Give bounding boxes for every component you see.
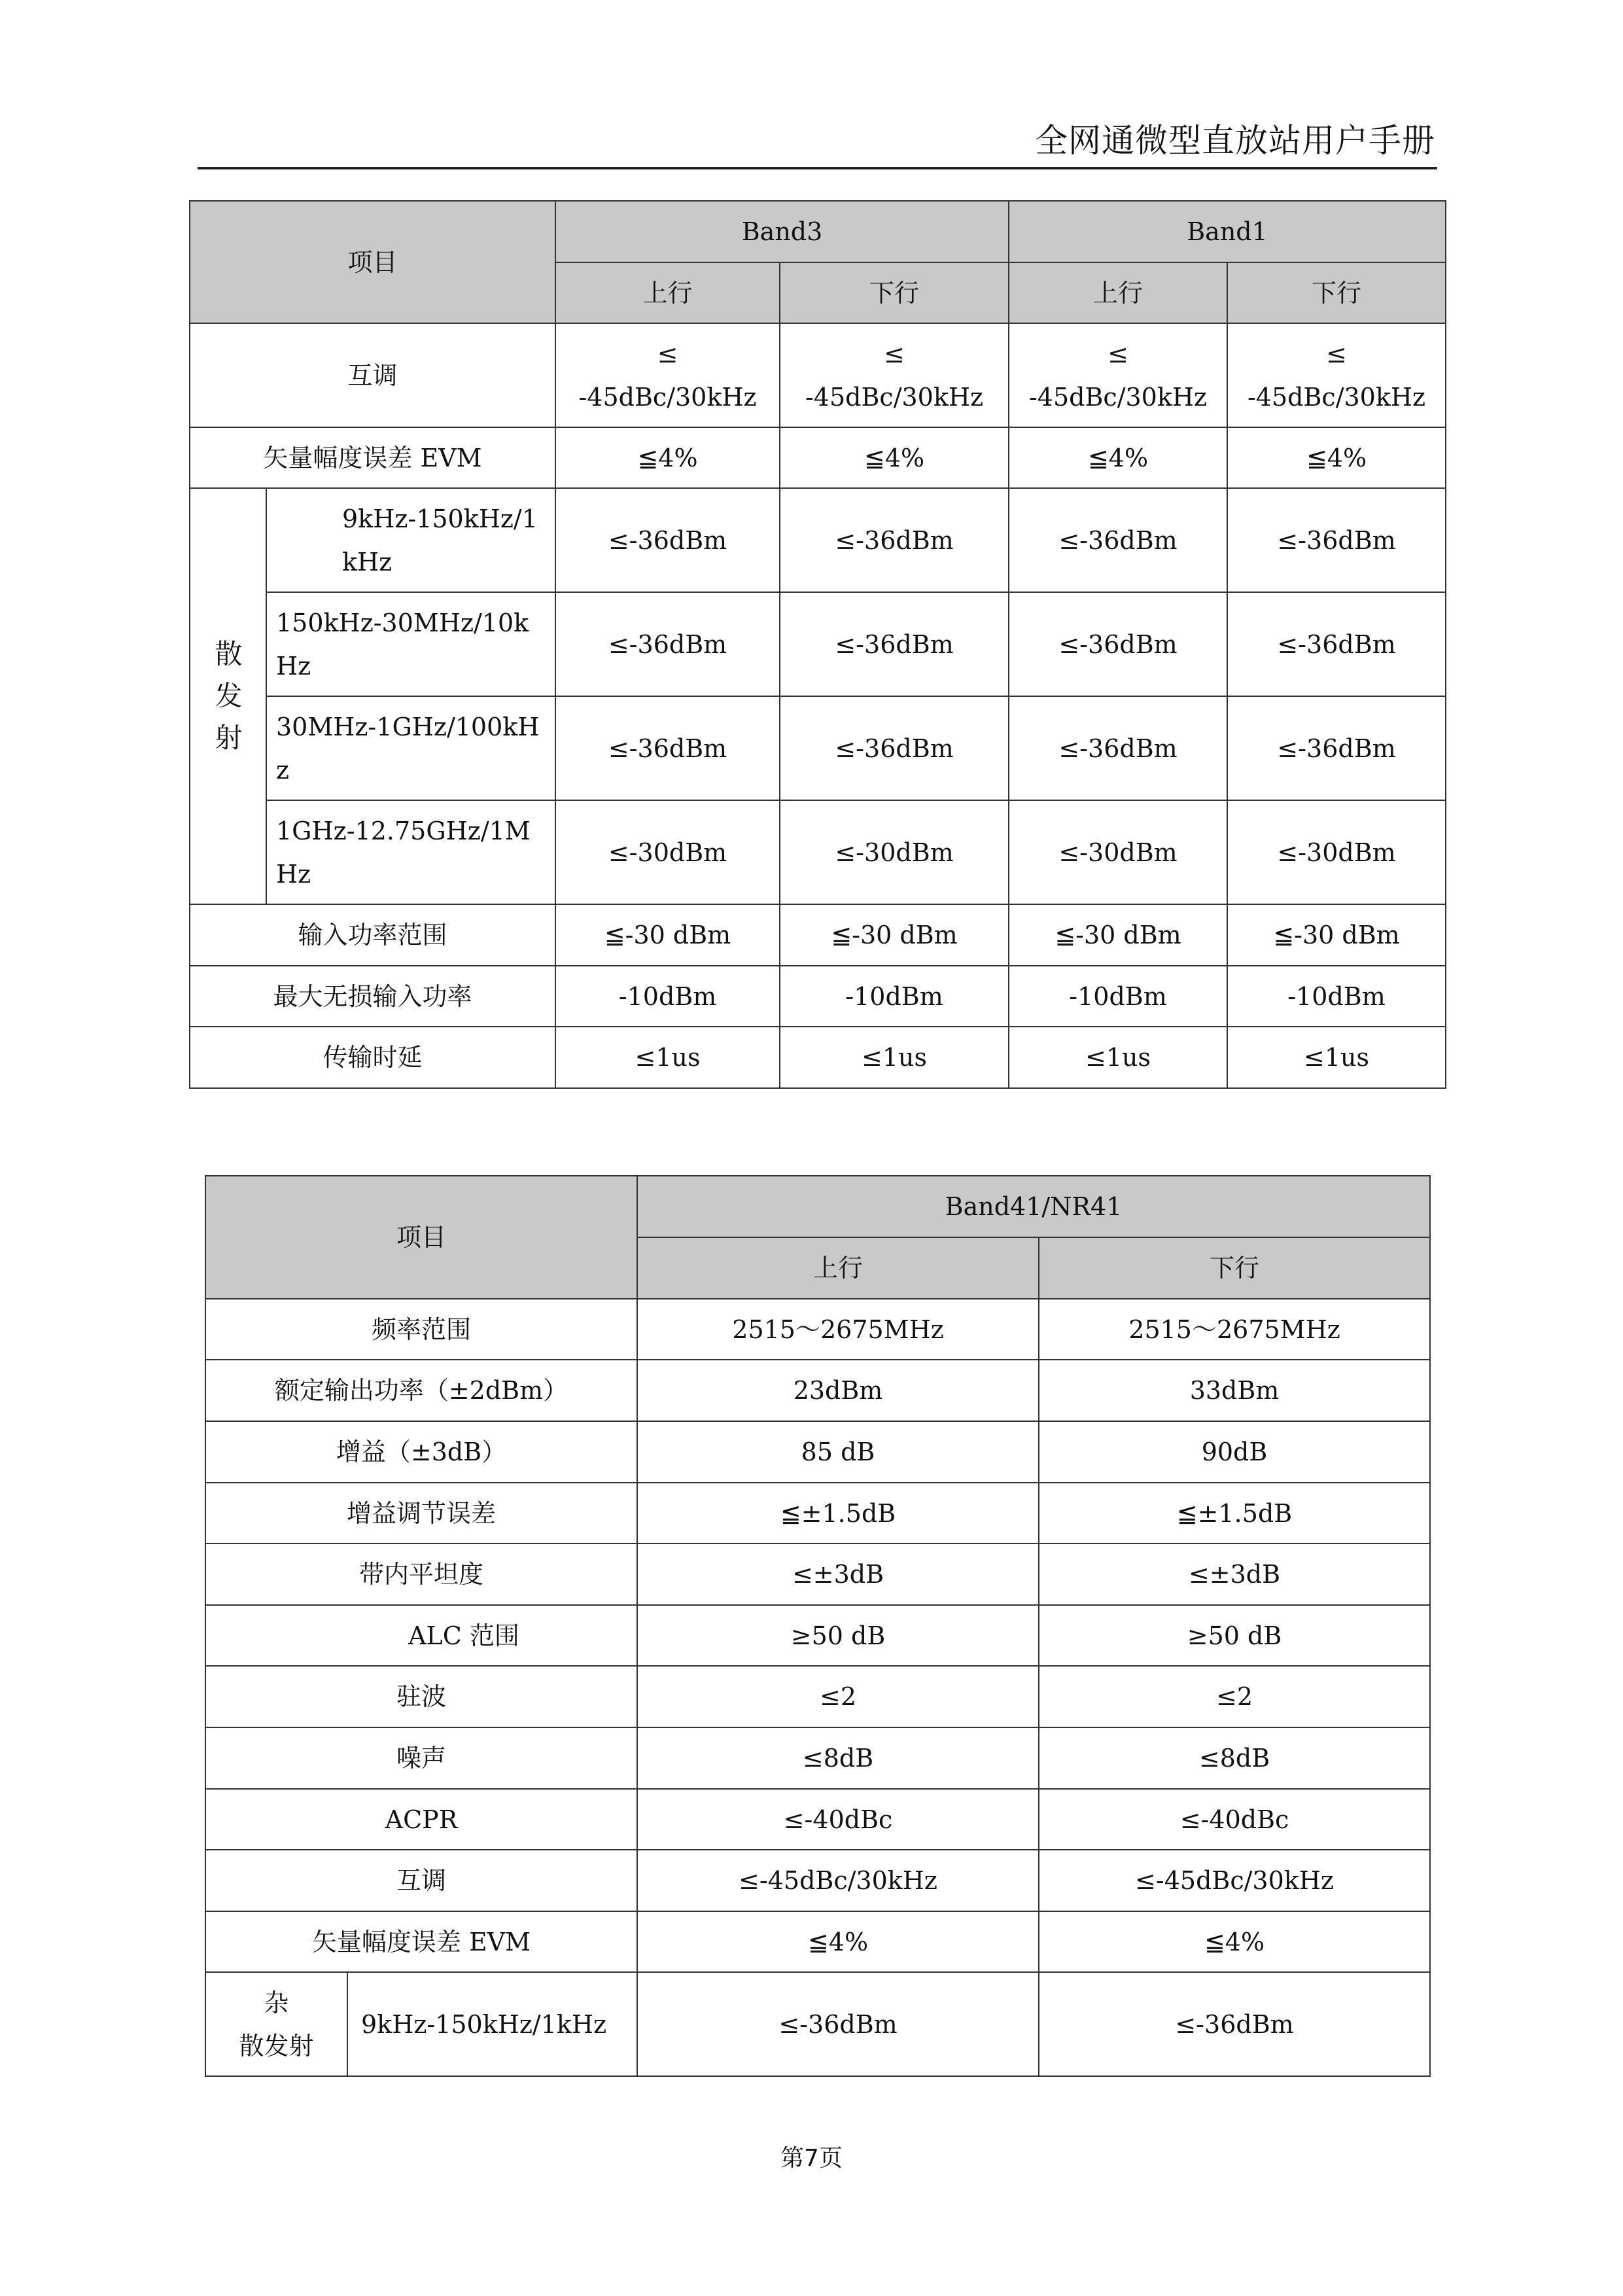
row-label: 额定输出功率（±2dBm） xyxy=(205,1360,637,1421)
value-cell: ≤-30dBm xyxy=(1227,800,1446,904)
value-cell: ≤-36dBm xyxy=(555,488,780,592)
intermod-cell xyxy=(1009,323,1227,427)
intermod-cell xyxy=(1227,323,1446,427)
direction-header: 下行 xyxy=(1039,1237,1430,1299)
row-label: 矢量幅度误差 EVM xyxy=(190,427,555,488)
value-cell: 33dBm xyxy=(1039,1360,1430,1421)
row-label: 增益调节误差 xyxy=(205,1483,637,1544)
value-cell: ≤1us xyxy=(1009,1027,1227,1088)
direction-header: 下行 xyxy=(1227,262,1446,323)
header-rule xyxy=(198,167,1437,169)
row-label: 互调 xyxy=(205,1850,637,1911)
intermod-cell xyxy=(780,323,1009,427)
value-line: -45dBc/30kHz xyxy=(1028,382,1208,412)
value-cell: ≤2 xyxy=(1039,1666,1430,1727)
document-title: 全网通微型直放站用户手册 xyxy=(1035,122,1435,160)
value-cell: 23dBm xyxy=(637,1360,1039,1421)
value-cell: -10dBm xyxy=(555,966,780,1027)
value-line: -45dBc/30kHz xyxy=(578,382,757,412)
value-cell: ≦4% xyxy=(1039,1911,1430,1972)
range-label xyxy=(266,696,555,800)
value-cell: ≤-36dBm xyxy=(780,696,1009,800)
value-line: ≤ xyxy=(1326,339,1347,368)
value-cell: ≤-30dBm xyxy=(555,800,780,904)
row-label: 驻波 xyxy=(205,1666,637,1727)
value-cell: ≤-45dBc/30kHz xyxy=(1039,1850,1430,1911)
value-cell: ≤-36dBm xyxy=(555,592,780,696)
value-cell: ≤-36dBm xyxy=(555,696,780,800)
range-label xyxy=(266,592,555,696)
range-text: 9kHz-150kHz/1kHz xyxy=(342,504,538,576)
value-cell: ≤1us xyxy=(780,1027,1009,1088)
value-cell: ≦4% xyxy=(1227,427,1446,488)
direction-header: 上行 xyxy=(1009,262,1227,323)
spurious-label xyxy=(205,1972,347,2076)
row-label: 噪声 xyxy=(205,1727,637,1789)
value-cell: ≦-30 dBm xyxy=(1009,904,1227,966)
value-line: -45dBc/30kHz xyxy=(805,382,984,412)
value-cell: 85 dB xyxy=(637,1421,1039,1483)
value-cell: ≤±3dB xyxy=(1039,1544,1430,1605)
row-label: ACPR xyxy=(205,1789,637,1850)
value-cell: 2515～2675MHz xyxy=(1039,1299,1430,1360)
value-cell: ≤-36dBm xyxy=(637,1972,1039,2076)
row-label: 互调 xyxy=(190,323,555,427)
item-header: 项目 xyxy=(190,201,555,323)
band-header: Band1 xyxy=(1009,201,1446,262)
value-cell: ≤-36dBm xyxy=(1039,1972,1430,2076)
spurious-label-text: 散发射 xyxy=(215,638,243,754)
value-cell: ≤8dB xyxy=(1039,1727,1430,1789)
direction-header: 下行 xyxy=(780,262,1009,323)
value-cell: ≦-30 dBm xyxy=(1227,904,1446,966)
value-cell: ≦±1.5dB xyxy=(637,1483,1039,1544)
item-header: 项目 xyxy=(205,1176,637,1299)
range-text: 1GHz-12.75GHz/1MHz xyxy=(276,816,531,889)
value-cell: 90dB xyxy=(1039,1421,1430,1483)
row-label: 输入功率范围 xyxy=(190,904,555,966)
row-label: 增益（±3dB） xyxy=(205,1421,637,1483)
value-cell: ≥50 dB xyxy=(637,1605,1039,1666)
value-cell: ≤±3dB xyxy=(637,1544,1039,1605)
direction-header: 上行 xyxy=(555,262,780,323)
row-label: 最大无损输入功率 xyxy=(190,966,555,1027)
value-cell: -10dBm xyxy=(1009,966,1227,1027)
value-cell: -10dBm xyxy=(1227,966,1446,1027)
spurious-label xyxy=(190,488,266,904)
band-header: Band41/NR41 xyxy=(637,1176,1430,1237)
page-number: 第7页 xyxy=(780,2145,843,2172)
range-label xyxy=(266,488,555,592)
value-cell: 2515～2675MHz xyxy=(637,1299,1039,1360)
row-label: 传输时延 xyxy=(190,1027,555,1088)
range-text: 150kHz-30MHz/10kHz xyxy=(276,608,529,680)
value-cell: ≤-30dBm xyxy=(1009,800,1227,904)
value-cell: ≦-30 dBm xyxy=(780,904,1009,966)
intermod-cell xyxy=(555,323,780,427)
value-cell: ≤-40dBc xyxy=(1039,1789,1430,1850)
value-cell: ≤-45dBc/30kHz xyxy=(637,1850,1039,1911)
value-line: ≤ xyxy=(1108,339,1128,368)
value-cell: ≤-36dBm xyxy=(1009,696,1227,800)
value-cell: ≤-36dBm xyxy=(1227,696,1446,800)
value-cell: ≦±1.5dB xyxy=(1039,1483,1430,1544)
value-cell: ≤-36dBm xyxy=(780,488,1009,592)
value-line: -45dBc/30kHz xyxy=(1247,382,1426,412)
range-label xyxy=(266,800,555,904)
value-cell: ≦4% xyxy=(780,427,1009,488)
band-header: Band3 xyxy=(555,201,1009,262)
range-label xyxy=(347,1972,637,2076)
row-label: ALC 范围 xyxy=(205,1605,637,1666)
row-label: 矢量幅度误差 EVM xyxy=(205,1911,637,1972)
row-label: 频率范围 xyxy=(205,1299,637,1360)
direction-header: 上行 xyxy=(637,1237,1039,1299)
value-cell: ≤1us xyxy=(555,1027,780,1088)
value-cell: ≤-36dBm xyxy=(1009,592,1227,696)
value-cell: ≤-36dBm xyxy=(1227,592,1446,696)
range-text: 9kHz-150kHz/1kHz xyxy=(361,2009,607,2039)
value-cell: ≤-40dBc xyxy=(637,1789,1039,1850)
value-cell: ≤-36dBm xyxy=(780,592,1009,696)
value-cell: ≤1us xyxy=(1227,1027,1446,1088)
value-line: ≤ xyxy=(657,339,678,368)
value-cell: ≦-30 dBm xyxy=(555,904,780,966)
value-cell: -10dBm xyxy=(780,966,1009,1027)
value-cell: ≦4% xyxy=(637,1911,1039,1972)
row-label: 带内平坦度 xyxy=(205,1544,637,1605)
value-cell: ≥50 dB xyxy=(1039,1605,1430,1666)
spurious-label-line2: 散发射 xyxy=(239,2031,314,2060)
value-cell: ≦4% xyxy=(1009,427,1227,488)
value-cell: ≤-36dBm xyxy=(1009,488,1227,592)
value-cell: ≤-30dBm xyxy=(780,800,1009,904)
value-cell: ≤-36dBm xyxy=(1227,488,1446,592)
value-line: ≤ xyxy=(884,339,905,368)
spurious-label-line1: 杂 xyxy=(264,1988,289,2017)
value-cell: ≤2 xyxy=(637,1666,1039,1727)
band3-band1-spec-table xyxy=(189,200,1446,1089)
value-cell: ≦4% xyxy=(555,427,780,488)
range-text: 30MHz-1GHz/100kHz xyxy=(276,712,540,785)
value-cell: ≤8dB xyxy=(637,1727,1039,1789)
band41-nr41-spec-table xyxy=(205,1175,1431,2077)
